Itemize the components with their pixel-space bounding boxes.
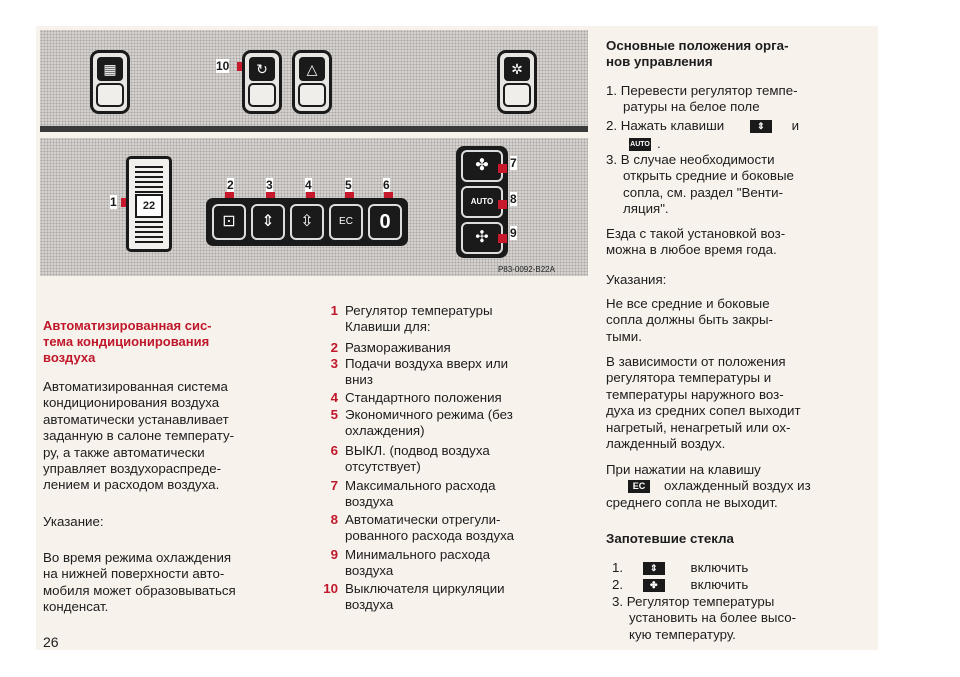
legend-number: 7 — [330, 478, 338, 493]
defrost-icon: ⊡ — [222, 213, 236, 230]
legend-text: воздуха — [345, 494, 394, 509]
callout-10: 10 — [216, 59, 230, 73]
fan-icon: ✲ — [504, 57, 530, 81]
step-1: 1. Перевести регулятор темпе- ратуры на белое поле — [606, 83, 798, 115]
note-paragraph: Во время режима охлаждения на нижней поверхности авто- мобиля может образовываться конденсат. — [43, 550, 236, 615]
paragraph-ec: При нажатии на клавишу EC охлажденный воздух из среднего сопла не выходит. — [606, 462, 811, 510]
legend-number: 6 — [330, 443, 338, 458]
ec-key-icon: EC — [628, 480, 650, 493]
recirculation-icon: ↻ — [249, 57, 275, 81]
legend-item-1 — [320, 303, 493, 335]
min-fan-key[interactable] — [461, 222, 503, 254]
updown-key-icon: ⇕ — [750, 120, 772, 133]
updown-key-icon: ⇕ — [643, 562, 665, 575]
figure-code: P83-0092-B22A — [498, 265, 555, 274]
standard-arrows-icon: ⇳ — [300, 213, 314, 230]
legend-text: охлаждения) — [345, 423, 425, 438]
legend-number: 1 — [330, 303, 338, 318]
legend-number: 8 — [330, 512, 338, 527]
rear-defrost-button[interactable] — [90, 50, 130, 114]
legend-text: ВЫКЛ. (подвод воздуха — [345, 443, 490, 458]
note-label: Указание: — [43, 514, 104, 529]
fan-min-icon: ✣ — [475, 229, 489, 246]
legend-item-10 — [320, 581, 505, 613]
legend-text: Регулятор температуры — [345, 303, 493, 318]
callout-marker — [498, 200, 507, 209]
legend-number: 9 — [330, 547, 338, 562]
fog-step-2: 2. ✤ включить — [612, 577, 749, 592]
section-title: Автоматизированная сис- тема кондиционирования воздуха — [43, 318, 212, 365]
fan-key-icon: ✤ — [643, 579, 665, 592]
legend-text: Выключателя циркуляции — [345, 581, 505, 596]
legend-item-9 — [320, 547, 490, 579]
temperature-readout: 22 — [135, 194, 163, 218]
economy-key[interactable] — [329, 204, 363, 240]
auto-key[interactable]: AUTO — [461, 186, 503, 218]
legend-text: вниз — [345, 372, 373, 387]
callout-5: 5 — [345, 178, 352, 192]
max-fan-key[interactable] — [461, 150, 503, 182]
paragraph-air-temp: В зависимости от положения регулятора температуры и температуры наружного воз- духа из средних сопел выходит нагретый, ненагретый или ох- лажденный воздух. — [606, 354, 801, 452]
paragraph-nozzles: Не все средние и боковые сопла должны быть закры- тыми. — [606, 296, 773, 344]
intro-paragraph: Автоматизированная система кондиционирования воздуха автоматически устанавливает заданную в салоне температу- ру, а также автоматически управляет воздухораспреде- лением и расходом воздуха. — [43, 379, 235, 493]
rear-defrost-icon: ▦ — [97, 57, 123, 81]
step-2: 2. Нажать клавиши ⇕ и — [606, 118, 800, 133]
panel-divider — [40, 126, 588, 132]
legend-text: рованного расхода воздуха — [345, 528, 514, 543]
legend-text: Минимального расхода — [345, 547, 491, 562]
legend-item-6 — [320, 443, 490, 475]
step-3: 3. В случае необходимости открыть средние и боковые сопла, см. раздел "Венти- ляция". — [606, 152, 794, 217]
legend-item-5 — [320, 407, 513, 439]
notes-label: Указания: — [606, 272, 667, 287]
paragraph-year-round: Езда с такой установкой воз- можна в любое время года. — [606, 226, 786, 258]
defrost-key[interactable] — [212, 204, 246, 240]
legend-text: воздуха — [345, 563, 394, 578]
legend-item-2 — [320, 340, 451, 356]
legend-text: Максимального расхода — [345, 478, 496, 493]
callout-9: 9 — [510, 226, 517, 240]
legend-number: 5 — [330, 407, 338, 422]
right-heading: Основные положения орга- нов управления — [606, 38, 789, 70]
manual-page — [36, 26, 878, 650]
legend-text: Подачи воздуха вверх или — [345, 356, 509, 371]
fan-max-icon: ✤ — [475, 157, 489, 174]
legend-item-8 — [320, 512, 514, 544]
legend-text: Клавиши для: — [345, 319, 431, 334]
legend-item-3 — [320, 356, 508, 388]
fog-heading: Запотевшие стекла — [606, 531, 734, 546]
legend-text: воздуха — [345, 597, 394, 612]
legend-text: Автоматически отрегули- — [345, 512, 501, 527]
callout-3: 3 — [266, 178, 273, 192]
climate-key-row — [206, 198, 408, 246]
legend-text: отсутствует) — [345, 459, 421, 474]
callout-8: 8 — [510, 192, 517, 206]
callout-marker — [498, 164, 507, 173]
callout-2: 2 — [227, 178, 234, 192]
air-up-down-key[interactable] — [251, 204, 285, 240]
auto-key-icon: AUTO — [629, 138, 651, 151]
heated-seat-button[interactable] — [497, 50, 537, 114]
updown-arrows-icon: ⇕ — [261, 213, 275, 230]
legend-number: 3 — [330, 356, 338, 371]
fog-step-1: 1. ⇕ включить — [612, 560, 749, 575]
legend-number: 2 — [330, 340, 338, 355]
callout-1: 1 — [110, 195, 117, 209]
callout-4: 4 — [305, 178, 312, 192]
legend-text: Экономичного режима (без — [345, 407, 513, 422]
standard-key[interactable] — [290, 204, 324, 240]
callout-6: 6 — [383, 178, 390, 192]
step-2-cont: AUTO . — [630, 136, 661, 151]
page-number: 26 — [43, 634, 59, 650]
legend-text: Размораживания — [345, 340, 451, 355]
legend-number: 4 — [330, 390, 338, 405]
legend-number: 10 — [323, 581, 338, 596]
legend-text: Стандартного положения — [345, 390, 502, 405]
legend-item-7 — [320, 478, 495, 510]
callout-marker — [498, 234, 507, 243]
hazard-button[interactable] — [292, 50, 332, 114]
off-key[interactable]: 0 — [368, 204, 402, 240]
ec-icon: EC — [339, 216, 353, 227]
callout-7: 7 — [510, 156, 517, 170]
legend-item-4 — [320, 390, 502, 406]
recirculation-button[interactable] — [242, 50, 282, 114]
hazard-icon: △ — [299, 57, 325, 81]
fog-step-3: 3. Регулятор температуры установить на более высо- кую температуру. — [612, 594, 797, 642]
temperature-wheel[interactable] — [126, 156, 172, 252]
